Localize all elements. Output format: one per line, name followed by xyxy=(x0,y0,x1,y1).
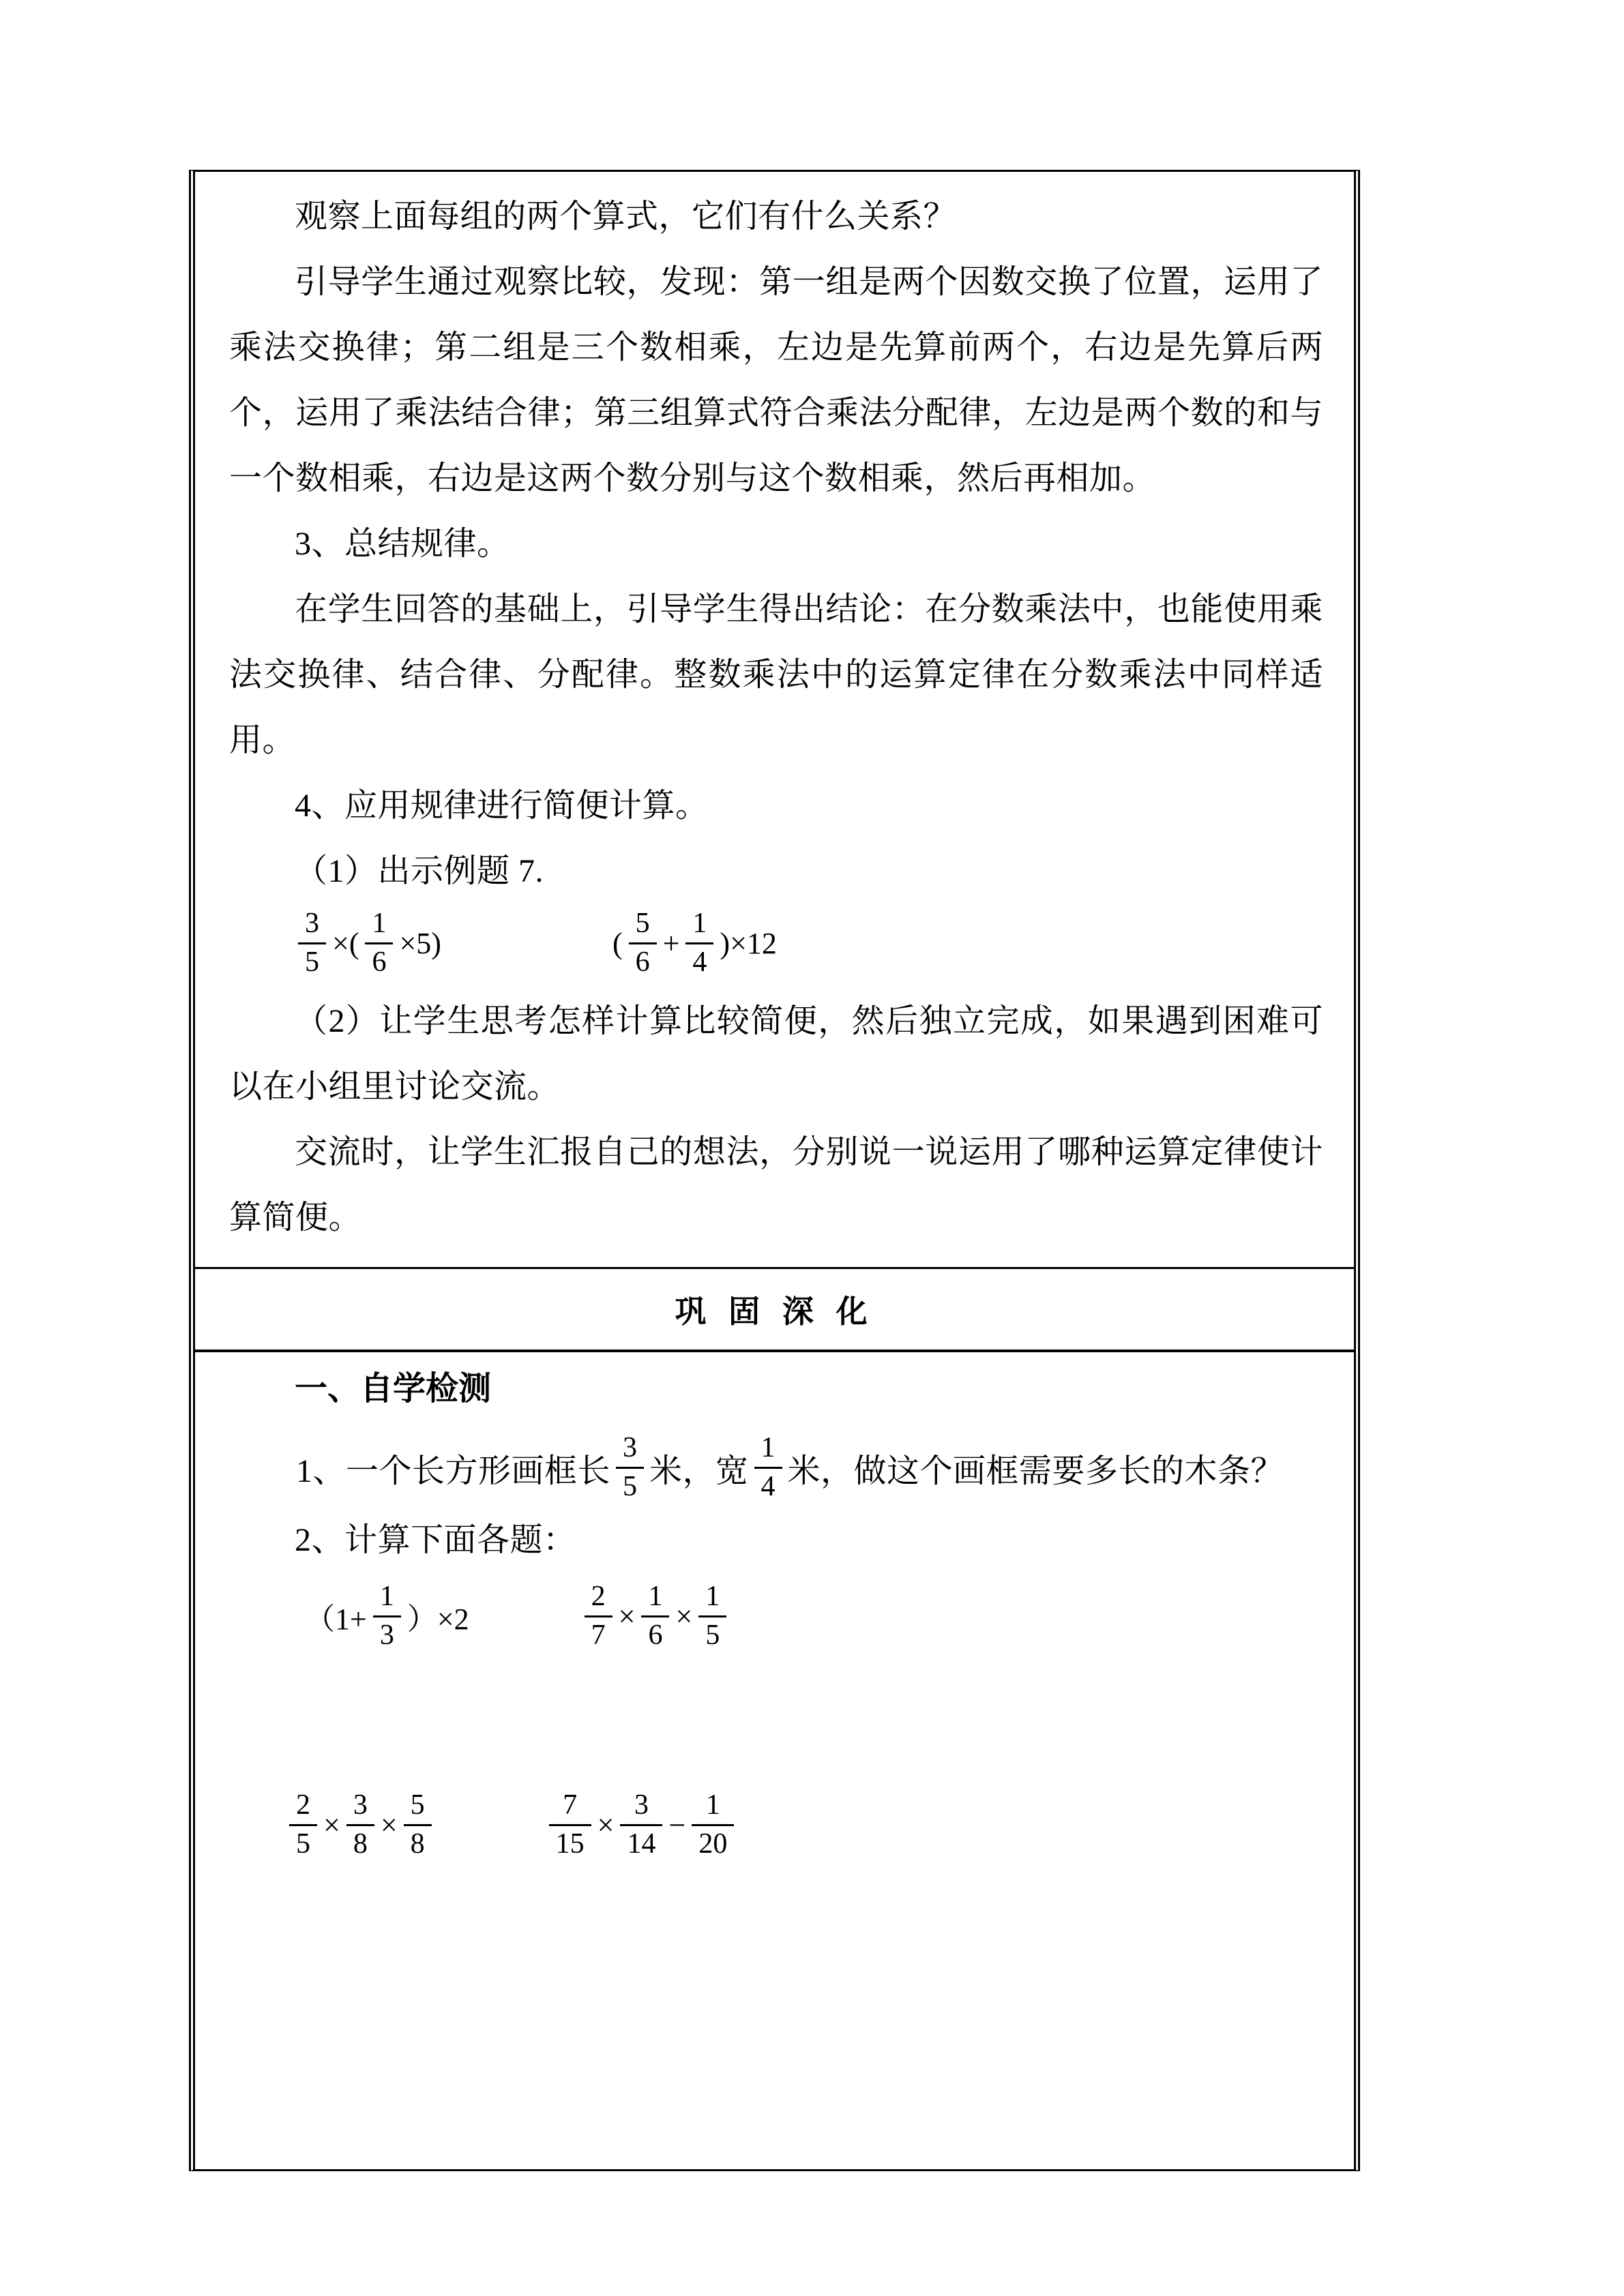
paragraph-share-ideas: 交流时，让学生汇报自己的想法，分别说一说运用了哪种运算定律使计算简便。 xyxy=(229,1134,1323,1236)
example7-expression-left xyxy=(294,907,443,979)
fraction xyxy=(365,907,393,979)
math-text: ( xyxy=(612,926,623,960)
teaching-process-section xyxy=(195,172,1354,1267)
fraction-numerator: 3 xyxy=(620,1789,662,1826)
math-text: − xyxy=(668,1808,686,1842)
example7-formula-row xyxy=(229,907,1323,979)
math-text: 1、一个长方形画框长 xyxy=(296,1452,611,1489)
math-text: ×5) xyxy=(399,926,441,960)
fraction-numerator: 1 xyxy=(373,1580,401,1617)
exercise1-expression xyxy=(303,1580,471,1652)
fraction-denominator: 8 xyxy=(353,1828,368,1860)
fraction xyxy=(754,1431,782,1504)
math-text: × xyxy=(675,1599,693,1633)
fraction-denominator: 8 xyxy=(410,1828,425,1860)
question1-picture-frame xyxy=(229,1427,1323,1508)
fraction xyxy=(346,1789,374,1861)
fraction xyxy=(641,1580,669,1652)
fraction-denominator: 20 xyxy=(698,1828,728,1860)
fraction-denominator: 6 xyxy=(372,946,387,978)
paragraph-conclusion: 在学生回答的基础上，引导学生得出结论：在分数乘法中，也能使用乘法交换律、结合律、分配律。整数乘法中的运算定律在分数乘法中同样适用。 xyxy=(229,591,1323,758)
math-text: 米，做这个画框需要多长的木条？ xyxy=(787,1452,1284,1489)
math-text: + xyxy=(662,926,680,960)
fraction-denominator: 5 xyxy=(296,1828,310,1860)
exercise-row-1 xyxy=(229,1580,1323,1652)
fraction-numerator: 3 xyxy=(616,1431,644,1469)
self-check-heading: 一、自学检测 xyxy=(295,1371,492,1407)
fraction-denominator: 4 xyxy=(761,1470,776,1502)
fraction-denominator: 7 xyxy=(591,1619,606,1651)
fraction xyxy=(692,1789,734,1861)
fraction-denominator: 5 xyxy=(623,1470,638,1502)
paragraph-observe-question: 观察上面每组的两个算式，它们有什么关系？ xyxy=(295,198,957,235)
fraction-numerator: 5 xyxy=(404,1789,432,1826)
math-text: × xyxy=(323,1808,340,1842)
fraction-numerator: 1 xyxy=(685,907,713,944)
math-text: 米，宽 xyxy=(649,1452,749,1489)
section-divider-consolidation xyxy=(195,1267,1354,1352)
lesson-plan-table xyxy=(189,170,1360,2171)
paragraph-think-independent: （2）让学生思考怎样计算比较简便，然后独立完成，如果遇到困难可以在小组里讨论交流。 xyxy=(229,1003,1323,1105)
fraction xyxy=(629,907,657,979)
fraction-denominator: 14 xyxy=(627,1828,656,1860)
fraction-numerator: 1 xyxy=(365,907,393,944)
math-text: )×12 xyxy=(720,926,777,960)
math-text: ）×2 xyxy=(407,1602,469,1637)
paragraph-guide-discovery: 引导学生通过观察比较，发现：第一组是两个因数交换了位置，运用了乘法交换律；第二组是三个数相乘，左边是先算前两个，右边是先算后两个，运用了乘法结合律；第三组算式符合乘法分配律，左边是两个数的和与一个数相乘，右边是这两个数分别与这个数相乘，然后再相加。 xyxy=(229,264,1323,496)
math-text: × xyxy=(597,1808,615,1842)
fraction xyxy=(298,907,326,979)
example7-expression-right xyxy=(610,907,779,979)
fraction-numerator: 1 xyxy=(698,1580,726,1617)
fraction xyxy=(404,1789,432,1861)
fraction-denominator: 6 xyxy=(648,1619,663,1651)
fraction xyxy=(549,1789,591,1861)
fraction-numerator: 2 xyxy=(289,1789,317,1826)
fraction xyxy=(685,907,713,979)
fraction-numerator: 1 xyxy=(692,1789,734,1826)
paragraph-step3-summary: 3、总结规律。 xyxy=(295,526,510,562)
math-text: （1+ xyxy=(305,1602,367,1637)
fraction xyxy=(373,1580,401,1652)
exercise4-expression xyxy=(545,1789,739,1861)
paragraph-show-example7: （1）出示例题 7. xyxy=(295,853,544,889)
fraction-numerator: 3 xyxy=(346,1789,374,1826)
fraction-numerator: 7 xyxy=(549,1789,591,1826)
fraction xyxy=(289,1789,317,1861)
fraction-denominator: 5 xyxy=(305,946,319,978)
fraction-numerator: 3 xyxy=(298,907,326,944)
fraction-numerator: 1 xyxy=(754,1431,782,1469)
question2-label: 2、计算下面各题： xyxy=(295,1522,576,1558)
fraction-numerator: 5 xyxy=(629,907,657,944)
fraction xyxy=(585,1580,612,1652)
section-divider-title: 巩 固 深 化 xyxy=(675,1294,874,1329)
fraction-denominator: 15 xyxy=(555,1828,585,1860)
fraction xyxy=(698,1580,726,1652)
fraction-numerator: 2 xyxy=(585,1580,612,1617)
fraction xyxy=(616,1431,644,1504)
fraction-denominator: 6 xyxy=(635,946,650,978)
fraction-denominator: 3 xyxy=(379,1619,394,1651)
exercise2-expression xyxy=(580,1580,731,1652)
exercise-row-2 xyxy=(229,1789,1323,1861)
math-text: × xyxy=(618,1599,636,1633)
fraction-numerator: 1 xyxy=(641,1580,669,1617)
exercise3-expression xyxy=(285,1789,436,1861)
math-text: × xyxy=(380,1808,398,1842)
self-check-section xyxy=(195,1352,1354,1861)
fraction-denominator: 4 xyxy=(692,946,707,978)
paragraph-step4-apply: 4、应用规律进行简便计算。 xyxy=(295,788,709,824)
fraction-denominator: 5 xyxy=(705,1619,720,1651)
math-text: ×( xyxy=(332,926,359,960)
fraction xyxy=(620,1789,662,1861)
